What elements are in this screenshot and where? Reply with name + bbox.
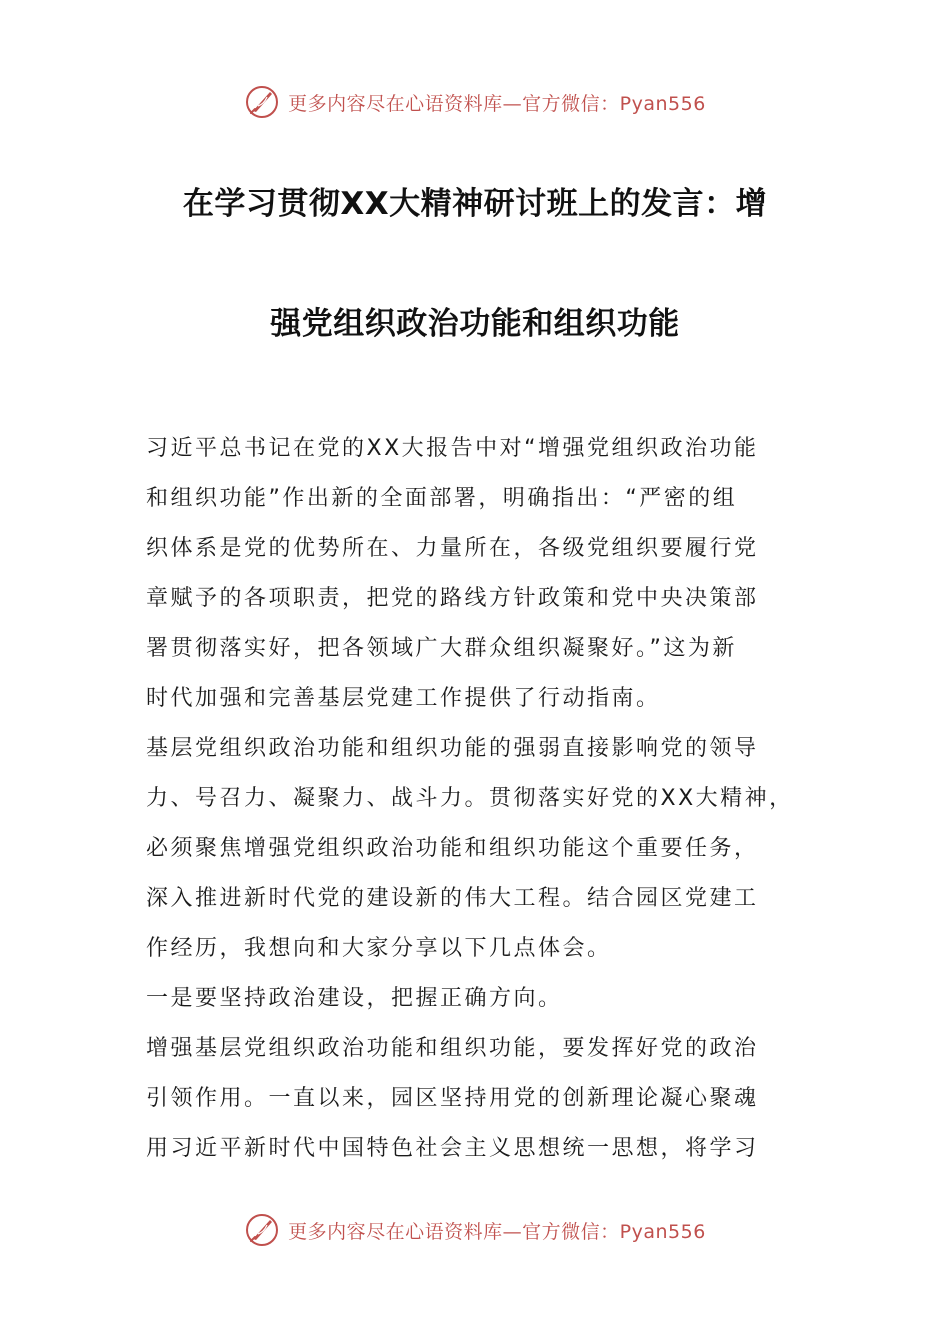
body-line: 必须聚焦增强党组织政治功能和组织功能这个重要任务， (146, 836, 759, 861)
header-banner (0, 82, 950, 122)
body-line: 署贯彻落实好，把各领域广大群众组织凝聚好。”这为新 (146, 636, 737, 661)
wechat-id: Pyan556 (619, 1220, 706, 1243)
footer-banner (0, 1210, 950, 1250)
body-line: 深入推进新时代党的建设新的伟大工程。结合园区党建工 (146, 886, 759, 911)
banner-text: 更多内容尽在心语资料库—官方微信：Pyan556 (288, 92, 706, 115)
body-line: 增强基层党组织政治功能和组织功能，要发挥好党的政治 (146, 1036, 759, 1061)
banner-text: 更多内容尽在心语资料库—官方微信：Pyan556 (288, 1220, 706, 1243)
body-line: 力、号召力、凝聚力、战斗力。贯彻落实好党的XX大精神， (146, 786, 794, 811)
body-line: 引领作用。一直以来，园区坚持用党的创新理论凝心聚魂 (146, 1086, 759, 1111)
body-line: 用习近平新时代中国特色社会主义思想统一思想，将学习 (146, 1136, 759, 1161)
body-line: 章赋予的各项职责，把党的路线方针政策和党中央决策部 (146, 586, 759, 611)
document-title-line-1: 在学习贯彻XX大精神研讨班上的发言：增 (182, 186, 768, 222)
body-line: 基层党组织政治功能和组织功能的强弱直接影响党的领导 (146, 736, 759, 761)
document-body (146, 424, 810, 1174)
body-line: 织体系是党的优势所在、力量所在，各级党组织要履行党 (146, 536, 759, 561)
body-line: 作经历，我想向和大家分享以下几点体会。 (146, 936, 612, 961)
body-line: 一是要坚持政治建设，把握正确方向。 (146, 986, 563, 1011)
document-title-line-2: 强党组织政治功能和组织功能 (270, 306, 680, 342)
quill-logo-icon (244, 1212, 280, 1248)
body-line: 时代加强和完善基层党建工作提供了行动指南。 (146, 686, 661, 711)
body-line: 习近平总书记在党的XX大报告中对“增强党组织政治功能 (146, 436, 759, 461)
wechat-id: Pyan556 (619, 92, 706, 115)
body-line: 和组织功能”作出新的全面部署，明确指出：“严密的组 (146, 486, 738, 511)
quill-logo-icon (244, 84, 280, 120)
